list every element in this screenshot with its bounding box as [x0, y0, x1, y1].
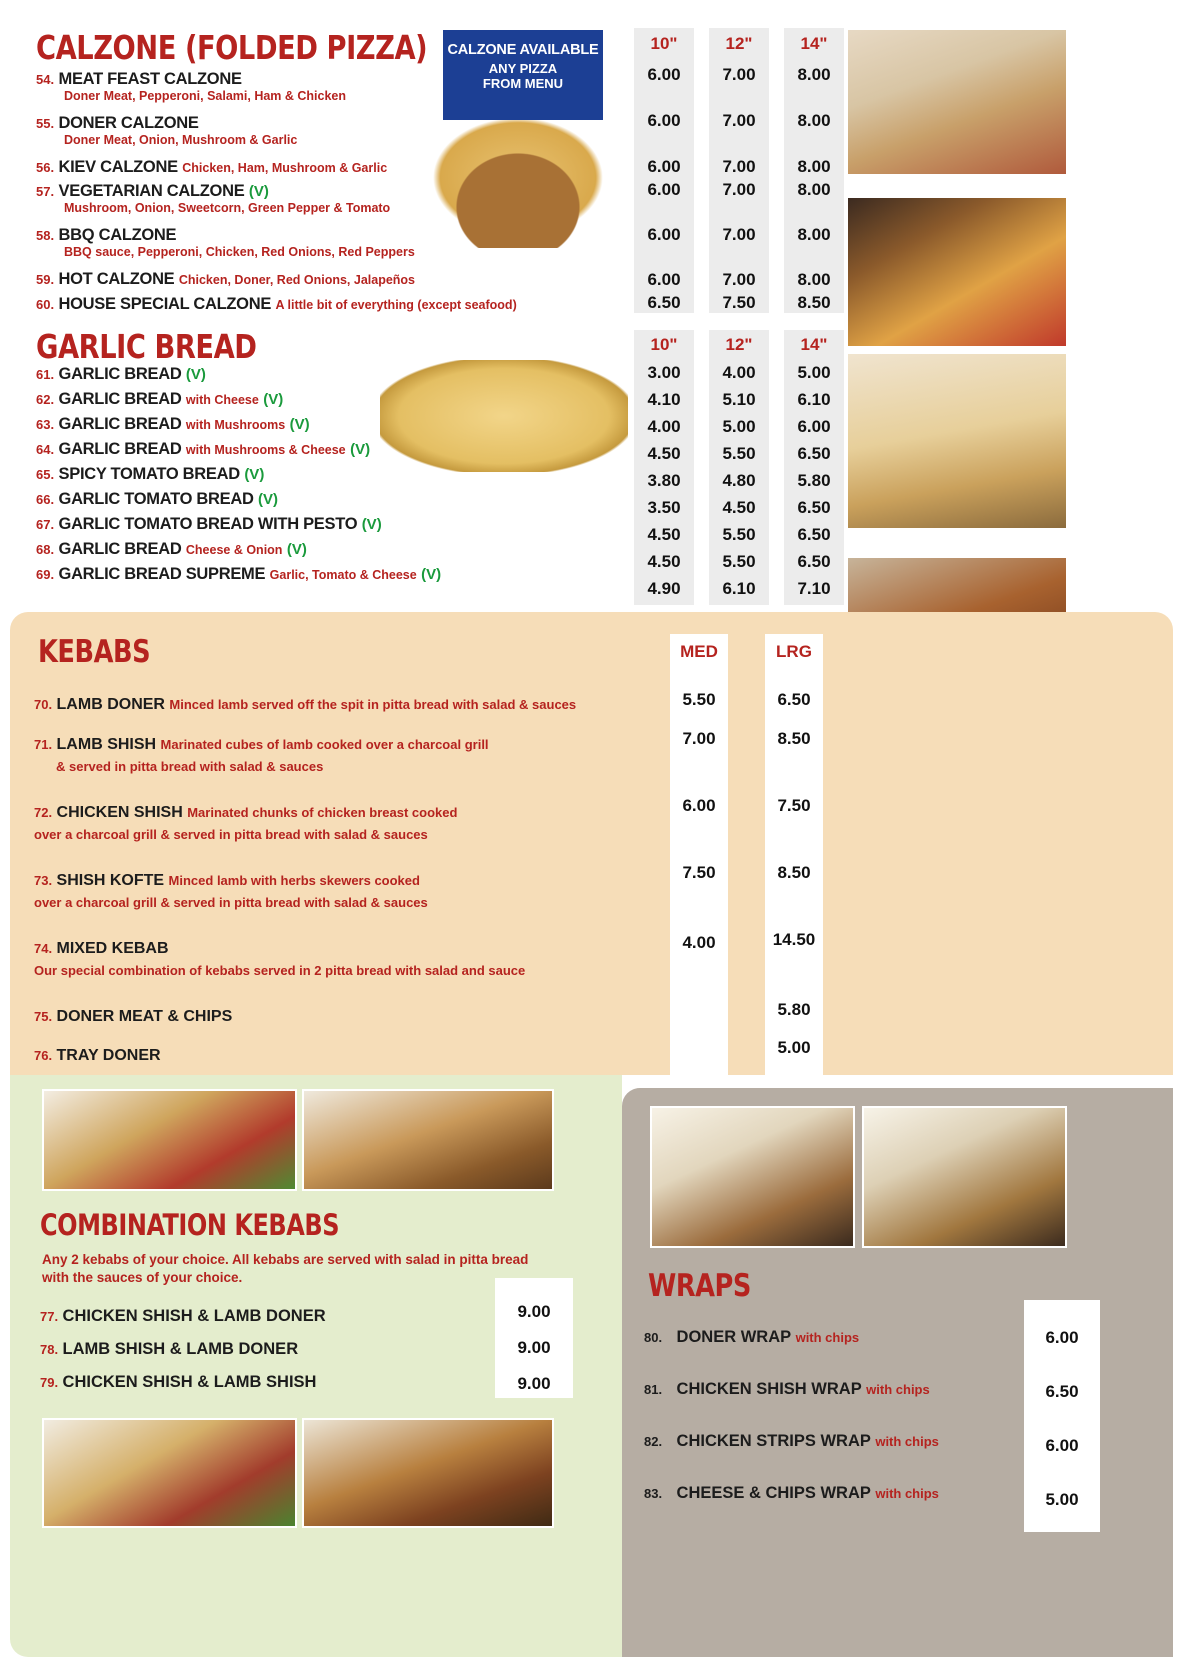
calzone-item [36, 114, 297, 147]
garlic-bread-item [36, 565, 441, 584]
item-name: GARLIC TOMATO BREAD WITH PESTO [58, 515, 358, 533]
vegetarian-tag: (V) [263, 391, 284, 408]
item-name: CHICKEN SHISH [56, 804, 183, 821]
item-name: KIEV CALZONE [58, 158, 178, 176]
kebab-item [34, 1008, 232, 1026]
item-number: 81. [644, 1382, 663, 1397]
vegetarian-tag: (V) [350, 441, 371, 458]
price-cell: 5.00 [1045, 1490, 1079, 1509]
photo-garlic-bread [846, 352, 1068, 530]
item-name: MIXED KEBAB [56, 940, 169, 957]
kebab-item [34, 1047, 161, 1065]
vegetarian-tag: (V) [185, 366, 206, 383]
item-number: 58. [36, 228, 55, 243]
price-cell: 6.00 [647, 225, 681, 244]
price-cell: 8.50 [797, 293, 831, 312]
item-description-inline: with chips [795, 1330, 860, 1345]
price-cell: 6.00 [647, 180, 681, 199]
item-name: SPICY TOMATO BREAD [58, 465, 240, 483]
vegetarian-tag: (V) [421, 566, 442, 583]
item-description-inline: with Mushrooms [185, 418, 286, 432]
price-cell: 8.00 [797, 157, 831, 176]
price-cell: 5.50 [722, 525, 756, 544]
item-number: 57. [36, 184, 55, 199]
item-name: BBQ CALZONE [58, 226, 177, 244]
item-name: LAMB SHISH & LAMB DONER [62, 1340, 299, 1358]
price-cell: 4.10 [647, 390, 681, 409]
price-cell: 7.00 [722, 157, 756, 176]
item-description: Mushroom, Onion, Sweetcorn, Green Pepper & Tomato [64, 200, 391, 215]
calzone-price-column-10 [634, 28, 694, 313]
item-description: Minced lamb with herbs skewers cooked [168, 873, 420, 888]
price-cell: 5.50 [722, 444, 756, 463]
calzone-photo [418, 120, 618, 248]
wraps-section [622, 1088, 1173, 1657]
photo-doner-wrap [650, 1106, 855, 1248]
calzone-item [36, 270, 415, 289]
item-name: HOUSE SPECIAL CALZONE [58, 295, 272, 313]
combination-item [40, 1373, 570, 1406]
item-description-inline: with chips [875, 1434, 939, 1449]
item-number: 65. [36, 467, 55, 482]
price-cell: 7.00 [682, 729, 716, 748]
item-number: 75. [34, 1009, 53, 1024]
item-number: 59. [36, 272, 55, 287]
price-cell: 8.00 [797, 225, 831, 244]
garlic-bread-section-title: GARLIC BREAD [36, 327, 257, 366]
price-cell: 8.50 [777, 863, 811, 882]
kebab-price-column-lrg [765, 634, 823, 1075]
price-cell: 4.00 [682, 933, 716, 952]
price-cell: 6.00 [682, 796, 716, 815]
calzone-item [36, 182, 390, 215]
item-name: HOT CALZONE [58, 270, 175, 288]
price-cell: 7.50 [682, 863, 716, 882]
item-name: CHEESE & CHIPS WRAP [676, 1484, 871, 1502]
price-cell: 7.00 [722, 225, 756, 244]
garlic-bread-item [36, 440, 370, 459]
garlic-bread-photo [380, 360, 628, 472]
price-cell: 6.00 [647, 270, 681, 289]
price-cell: 7.10 [797, 579, 831, 598]
combination-price-column [495, 1278, 573, 1398]
item-number: 76. [34, 1048, 53, 1063]
price-cell: 7.00 [722, 180, 756, 199]
item-description-inline: Chicken, Ham, Mushroom & Garlic [182, 161, 388, 175]
price-cell: 6.00 [647, 65, 681, 84]
price-cell: 5.50 [682, 690, 716, 709]
item-number: 55. [36, 116, 55, 131]
price-cell: 6.00 [1045, 1436, 1079, 1455]
kebab-item [34, 736, 489, 774]
price-cell: 7.00 [722, 111, 756, 130]
price-cell: 8.50 [777, 729, 811, 748]
calzone-item [36, 295, 517, 314]
item-name: GARLIC TOMATO BREAD [58, 490, 254, 508]
item-number: 83. [644, 1486, 663, 1501]
price-cell: 3.80 [647, 471, 681, 490]
garlic-bread-item [36, 415, 310, 434]
garlic-price-column-12 [709, 330, 769, 605]
item-name: MEAT FEAST CALZONE [58, 70, 242, 88]
item-number: 78. [40, 1342, 59, 1357]
item-description-2: & served in pitta bread with salad & sauces [56, 759, 324, 774]
kebabs-section-title: KEBABS [38, 634, 151, 670]
price-cell: 6.50 [797, 552, 831, 571]
price-cell: 6.50 [647, 293, 681, 312]
item-description-inline: with Mushrooms & Cheese [185, 443, 346, 457]
item-description-inline: with chips [875, 1486, 939, 1501]
price-cell: 6.50 [1045, 1382, 1079, 1401]
price-cell: 4.50 [647, 525, 681, 544]
item-description-inline: A little bit of everything (except seafood) [275, 298, 517, 312]
price-cell: 3.00 [647, 363, 681, 382]
item-name: TRAY DONER [56, 1047, 161, 1064]
size-header: 14" [800, 34, 828, 53]
item-description-inline: Chicken, Doner, Red Onions, Jalapeños [178, 273, 416, 287]
kebabs-section [10, 612, 1173, 1075]
kebab-item [34, 804, 457, 842]
item-name: GARLIC BREAD [58, 415, 182, 433]
size-header: 12" [725, 335, 753, 354]
price-cell: 8.00 [797, 65, 831, 84]
wraps-price-column [1024, 1300, 1100, 1532]
item-number: 68. [36, 542, 55, 557]
garlic-bread-item [36, 465, 264, 484]
price-cell: 8.00 [797, 180, 831, 199]
combination-note: Any 2 kebabs of your choice. All kebabs are served with salad in pitta bread with the sauces of your choice. [42, 1252, 529, 1286]
size-header: 10" [650, 34, 678, 53]
vegetarian-tag: (V) [286, 541, 307, 558]
price-cell: 4.50 [647, 444, 681, 463]
item-name: GARLIC BREAD [58, 440, 182, 458]
price-cell: 14.50 [772, 930, 816, 949]
vegetarian-tag: (V) [289, 416, 310, 433]
price-cell: 7.50 [777, 796, 811, 815]
price-cell: 8.00 [797, 270, 831, 289]
price-cell: 6.50 [797, 498, 831, 517]
price-cell: 9.00 [517, 1302, 551, 1321]
price-cell: 7.50 [722, 293, 756, 312]
item-name: GARLIC BREAD [58, 365, 182, 383]
calzone-price-column-14 [784, 28, 844, 313]
calzone-item [36, 70, 346, 103]
item-description-inline: with chips [866, 1382, 930, 1397]
price-cell: 6.50 [797, 525, 831, 544]
price-cell: 6.00 [797, 417, 831, 436]
size-header: 14" [800, 335, 828, 354]
size-header: MED [680, 642, 718, 661]
item-description: Doner Meat, Pepperoni, Salami, Ham & Chicken [64, 88, 347, 103]
price-cell: 6.00 [1045, 1328, 1079, 1347]
price-cell: 6.50 [777, 690, 811, 709]
size-header: 10" [650, 335, 678, 354]
price-cell: 4.00 [647, 417, 681, 436]
item-number: 70. [34, 697, 53, 712]
item-number: 82. [644, 1434, 663, 1449]
photo-calzone-plate [846, 28, 1068, 176]
vegetarian-tag: (V) [258, 491, 279, 508]
price-cell: 6.50 [797, 444, 831, 463]
item-number: 71. [34, 737, 53, 752]
item-number: 77. [40, 1309, 59, 1324]
kebab-price-column-med [670, 634, 728, 1075]
size-header: LRG [776, 642, 812, 661]
item-name: LAMB SHISH [56, 736, 157, 753]
item-name: DONER WRAP [676, 1328, 792, 1346]
item-number: 66. [36, 492, 55, 507]
garlic-bread-item [36, 540, 307, 559]
item-number: 64. [36, 442, 55, 457]
item-description: Minced lamb served off the spit in pitta bread with salad & sauces [169, 697, 577, 712]
combination-item-list [40, 1307, 570, 1406]
item-name: GARLIC BREAD [58, 390, 182, 408]
price-cell: 3.50 [647, 498, 681, 517]
price-cell: 5.10 [722, 390, 756, 409]
price-cell: 4.50 [722, 498, 756, 517]
price-cell: 9.00 [517, 1338, 551, 1357]
item-number: 69. [36, 567, 55, 582]
price-cell: 4.50 [647, 552, 681, 571]
price-cell: 7.00 [722, 270, 756, 289]
item-number: 56. [36, 160, 55, 175]
price-cell: 7.00 [722, 65, 756, 84]
vegetarian-tag: (V) [361, 516, 382, 533]
price-cell: 6.00 [647, 111, 681, 130]
garlic-bread-item [36, 515, 382, 534]
item-number: 67. [36, 517, 55, 532]
kebab-item [34, 872, 428, 910]
badge-line-2: ANY PIZZA [488, 61, 558, 76]
item-name: SHISH KOFTE [56, 872, 165, 889]
badge-line-3: FROM MENU [482, 76, 564, 91]
price-cell: 5.00 [722, 417, 756, 436]
combination-section-title: COMBINATION KEBABS [40, 1208, 340, 1242]
price-cell: 4.90 [647, 579, 681, 598]
kebab-item [34, 696, 576, 714]
price-cell: 5.50 [722, 552, 756, 571]
item-number: 73. [34, 873, 53, 888]
garlic-bread-item [36, 390, 283, 409]
price-cell: 5.80 [777, 1000, 811, 1019]
kebab-item [34, 940, 525, 978]
item-description-2: over a charcoal grill & served in pitta bread with salad & sauces [34, 827, 428, 842]
calzone-price-column-12 [709, 28, 769, 313]
combination-item [40, 1340, 570, 1373]
item-name: DONER MEAT & CHIPS [56, 1008, 233, 1025]
item-name: CHICKEN SHISH WRAP [676, 1380, 862, 1398]
item-description: Doner Meat, Onion, Mushroom & Garlic [64, 132, 298, 147]
photo-doner-sandwich [302, 1418, 554, 1528]
price-cell: 5.00 [797, 363, 831, 382]
item-description-2: over a charcoal grill & served in pitta bread with salad & sauces [34, 895, 428, 910]
price-cell: 5.80 [797, 471, 831, 490]
item-description-inline: Cheese & Onion [185, 543, 283, 557]
photo-chicken-burger [42, 1089, 297, 1191]
item-number: 54. [36, 72, 55, 87]
item-description: Marinated cubes of lamb cooked over a charcoal grill [160, 737, 489, 752]
combination-item [40, 1307, 570, 1340]
garlic-price-column-10 [634, 330, 694, 605]
item-number: 79. [40, 1375, 59, 1390]
calzone-section-title: CALZONE (FOLDED PIZZA) [36, 28, 428, 67]
item-name: LAMB DONER [56, 696, 165, 713]
price-cell: 4.00 [722, 363, 756, 382]
item-name: VEGETARIAN CALZONE [58, 182, 245, 200]
price-cell: 4.80 [722, 471, 756, 490]
vegetarian-tag: (V) [248, 183, 269, 200]
photo-pizza-slice [846, 196, 1068, 348]
item-number: 63. [36, 417, 55, 432]
photo-chicken-kebab-sandwich [42, 1418, 297, 1528]
item-number: 80. [644, 1330, 663, 1345]
item-name: DONER CALZONE [58, 114, 199, 132]
wraps-section-title: WRAPS [648, 1268, 751, 1304]
price-cell: 6.10 [722, 579, 756, 598]
item-number: 60. [36, 297, 55, 312]
item-description: Marinated chunks of chicken breast cooked [187, 805, 458, 820]
item-name: CHICKEN SHISH & LAMB DONER [62, 1307, 326, 1325]
badge-line-1: CALZONE AVAILABLE [447, 42, 599, 58]
price-cell: 5.00 [777, 1038, 811, 1057]
item-description-inline: with Cheese [185, 393, 259, 407]
item-description-inline: Garlic, Tomato & Cheese [269, 568, 417, 582]
item-number: 62. [36, 392, 55, 407]
price-cell: 8.00 [797, 111, 831, 130]
item-description-2: Our special combination of kebabs served in 2 pitta bread with salad and sauce [34, 963, 526, 978]
item-name: GARLIC BREAD [58, 540, 182, 558]
item-name: CHICKEN STRIPS WRAP [676, 1432, 871, 1450]
calzone-item [36, 226, 415, 259]
combination-kebabs-section [10, 1075, 622, 1657]
price-cell: 9.00 [517, 1374, 551, 1393]
item-name: CHICKEN SHISH & LAMB SHISH [62, 1373, 317, 1391]
size-header: 12" [725, 34, 753, 53]
price-cell: 6.10 [797, 390, 831, 409]
item-number: 61. [36, 367, 55, 382]
photo-chicken-wrap [862, 1106, 1067, 1248]
item-number: 74. [34, 941, 53, 956]
item-name: GARLIC BREAD SUPREME [58, 565, 266, 583]
vegetarian-tag: (V) [244, 466, 265, 483]
photo-kebab-tray [302, 1089, 554, 1191]
item-description: BBQ sauce, Pepperoni, Chicken, Red Onions, Red Peppers [64, 244, 415, 259]
calzone-item [36, 158, 387, 177]
garlic-bread-item [36, 365, 206, 384]
price-cell: 6.00 [647, 157, 681, 176]
item-number: 72. [34, 805, 53, 820]
garlic-bread-item [36, 490, 278, 509]
garlic-price-column-14 [784, 330, 844, 605]
